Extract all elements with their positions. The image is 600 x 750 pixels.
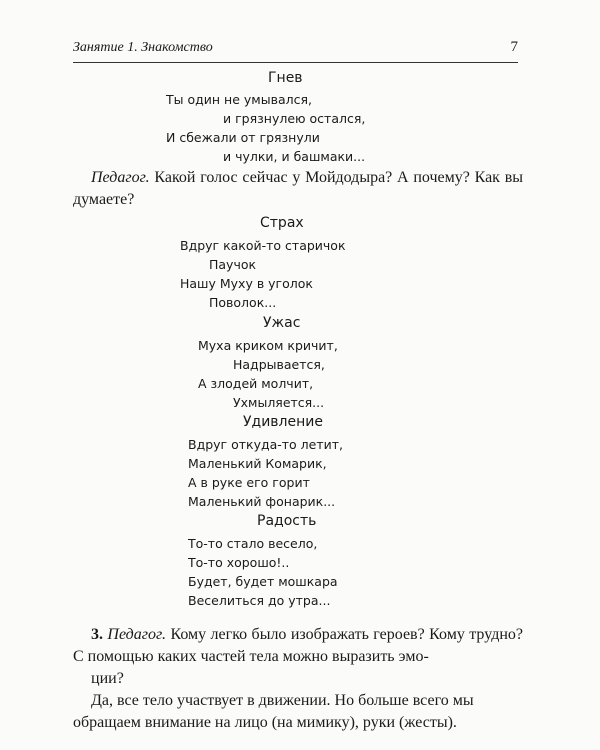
poem-line: Вдруг откуда-то летит, [188,437,344,452]
speaker-label: Педагог. [107,626,167,643]
paragraph-task-3 [73,624,523,690]
poem-line: и грязнулею остался, [223,111,366,126]
poem-line: То-то стало весело, [188,536,318,551]
poem-line: и чулки, и башмаки... [223,149,366,164]
paragraph-text-end: обращаем внимание на лицо (на мимику), руки (жесты). [73,714,457,731]
paragraph-text-end: ции? [91,670,124,687]
poem-line: Веселиться до утра... [188,593,331,608]
poem-line: Вдруг какой-то старичок [180,238,346,253]
poem-line: Маленький фонарик... [188,494,336,509]
poem-line: И сбежали от грязнули [166,130,320,145]
poem-line: То-то хорошо!.. [188,555,290,570]
poem-title-anger: Гнев [268,70,303,86]
page-number: 7 [510,39,518,55]
poem-line: Паучок [209,257,257,272]
poem-line: Муха криком кричит, [198,338,338,353]
poem-line: Нашу Муху в уголок [180,276,313,291]
poem-line: А злодей молчит, [198,376,314,391]
poem-title-surprise: Удивление [243,414,323,430]
running-head [73,36,518,63]
paragraph-conclusion [73,690,523,734]
poem-line: Ты один не умывался, [166,92,312,107]
poem-title-fear: Страх [260,215,304,231]
poem-line: Маленький Комарик, [188,456,327,471]
task-number: 3. [91,626,103,643]
speaker-label: Педагог. [91,169,150,186]
poem-title-joy: Радость [257,513,317,529]
poem-line: Надрывается, [233,357,325,372]
poem-line: А в руке его горит [188,475,310,490]
poem-line: Будет, будет мошкара [188,574,338,589]
chapter-title: Занятие 1. Знакомство [73,40,213,55]
paragraph-text: Кому легко было изображать героев? Кому трудно? С помощью каких частей тела можно выразить эмо- [73,626,523,665]
paragraph-text: Какой голос сейчас у Мойдодыра? А почему? Как вы думаете? [73,169,523,208]
paragraph-text: Да, все тело участвует в движении. Но больше всего мы [91,692,474,709]
poem-line: Ухмыляется... [233,395,325,410]
paragraph-teacher-question [73,167,523,211]
poem-title-horror: Ужас [263,315,301,331]
poem-line: Поволок... [209,295,277,310]
